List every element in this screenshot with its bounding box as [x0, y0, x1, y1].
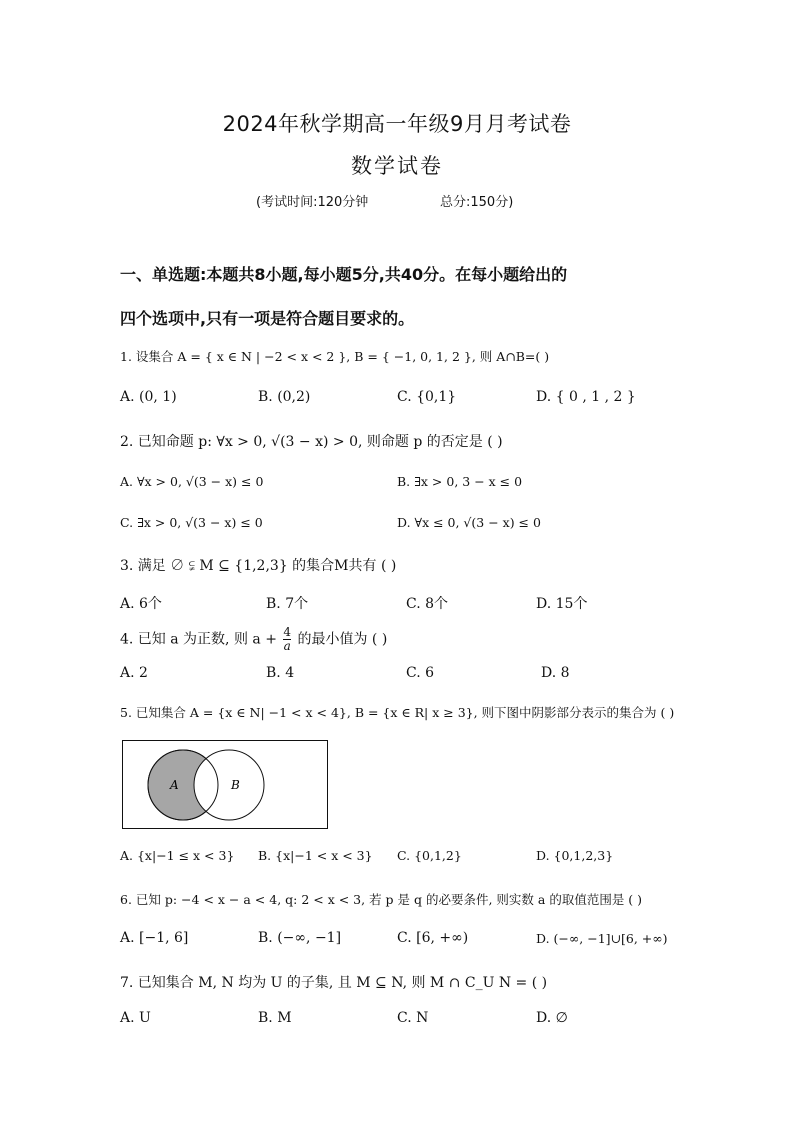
- q4-fraction: [283, 626, 291, 653]
- q4-option-d: D. 8: [541, 665, 570, 681]
- q4-option-b: B. 4: [266, 665, 295, 681]
- venn-set-b: [194, 750, 264, 820]
- q3-option-c: C. 8个: [406, 596, 449, 612]
- venn-label-b: B: [231, 778, 240, 792]
- venn-diagram: [122, 740, 328, 830]
- question-7: 7. 已知集合 M, N 均为 U 的子集, 且 M ⊆ N, 则 M ∩ C_U N = ( ): [120, 975, 548, 991]
- q5-option-d: D. {0,1,2,3}: [536, 848, 614, 863]
- exam-title: 2024年秋学期高一年级9月月考试卷: [222, 112, 572, 136]
- q2-option-a: A. ∀x > 0, √(3 − x) ≤ 0: [120, 474, 264, 489]
- q1-option-c: C. {0,1}: [397, 389, 457, 405]
- q2-option-c: C. ∃x > 0, √(3 − x) ≤ 0: [120, 515, 263, 530]
- question-1: 1. 设集合 A = { x ∈ N | −2 < x < 2 }, B = { −1, 0, 1, 2 }, 则 A∩B=( ): [120, 349, 550, 364]
- q7-option-d: D. ∅: [536, 1010, 568, 1026]
- q3-option-b: B. 7个: [266, 596, 309, 612]
- q6-option-b: B. (−∞, −1]: [258, 930, 342, 946]
- q6-option-a: A. [−1, 6]: [120, 930, 189, 946]
- q4-fraction-denominator: a: [283, 639, 291, 653]
- venn-label-a: A: [170, 778, 179, 792]
- q2-option-d: D. ∀x ≤ 0, √(3 − x) ≤ 0: [397, 515, 541, 530]
- q3-option-a: A. 6个: [120, 596, 162, 612]
- section-heading-line2: 四个选项中,只有一项是符合题目要求的。: [120, 309, 415, 328]
- q6-option-c: C. [6, +∞): [397, 930, 469, 946]
- q2-option-b: B. ∃x > 0, 3 − x ≤ 0: [397, 474, 523, 489]
- question-4: [120, 626, 720, 653]
- q5-option-b: B. {x|−1 < x < 3}: [258, 848, 373, 863]
- q6-option-d: D. (−∞, −1]∪[6, +∞): [536, 931, 668, 946]
- q7-option-b: B. M: [258, 1010, 292, 1026]
- question-2: 2. 已知命题 p: ∀x > 0, √(3 − x) > 0, 则命题 p 的否定是 ( ): [120, 434, 503, 450]
- question-5: 5. 已知集合 A = {x ∈ N| −1 < x < 4}, B = {x ∈ R| x ≥ 3}, 则下图中阴影部分表示的集合为 ( ): [120, 705, 675, 720]
- q4-text-suffix: 的最小值为 ( ): [297, 631, 388, 648]
- q1-option-b: B. (0,2): [258, 389, 311, 405]
- exam-total-score: 总分:150分): [440, 195, 514, 210]
- q4-option-a: A. 2: [120, 665, 148, 681]
- q7-option-c: C. N: [397, 1010, 429, 1026]
- section-heading-line1: 一、单选题:本题共8小题,每小题5分,共40分。在每小题给出的: [120, 265, 568, 284]
- exam-time: (考试时间:120分钟: [256, 195, 369, 210]
- q5-option-a: A. {x|−1 ≤ x < 3}: [120, 848, 235, 863]
- q4-option-c: C. 6: [406, 665, 435, 681]
- question-3: 3. 满足 ∅ ⫋ M ⊆ {1,2,3} 的集合M共有 ( ): [120, 558, 397, 574]
- question-6: 6. 已知 p: −4 < x − a < 4, q: 2 < x < 3, 若 p 是 q 的必要条件, 则实数 a 的取值范围是 ( ): [120, 892, 643, 907]
- q4-fraction-numerator: 4: [283, 625, 292, 639]
- q7-option-a: A. U: [120, 1010, 151, 1026]
- q4-text-prefix: 4. 已知 a 为正数, 则 a +: [120, 631, 277, 648]
- q1-option-d: D. { 0 , 1 , 2 }: [536, 389, 636, 405]
- q1-option-a: A. (0, 1): [120, 389, 177, 405]
- exam-subject: 数学试卷: [351, 154, 443, 178]
- q3-option-d: D. 15个: [536, 596, 588, 612]
- q5-option-c: C. {0,1,2}: [397, 848, 462, 863]
